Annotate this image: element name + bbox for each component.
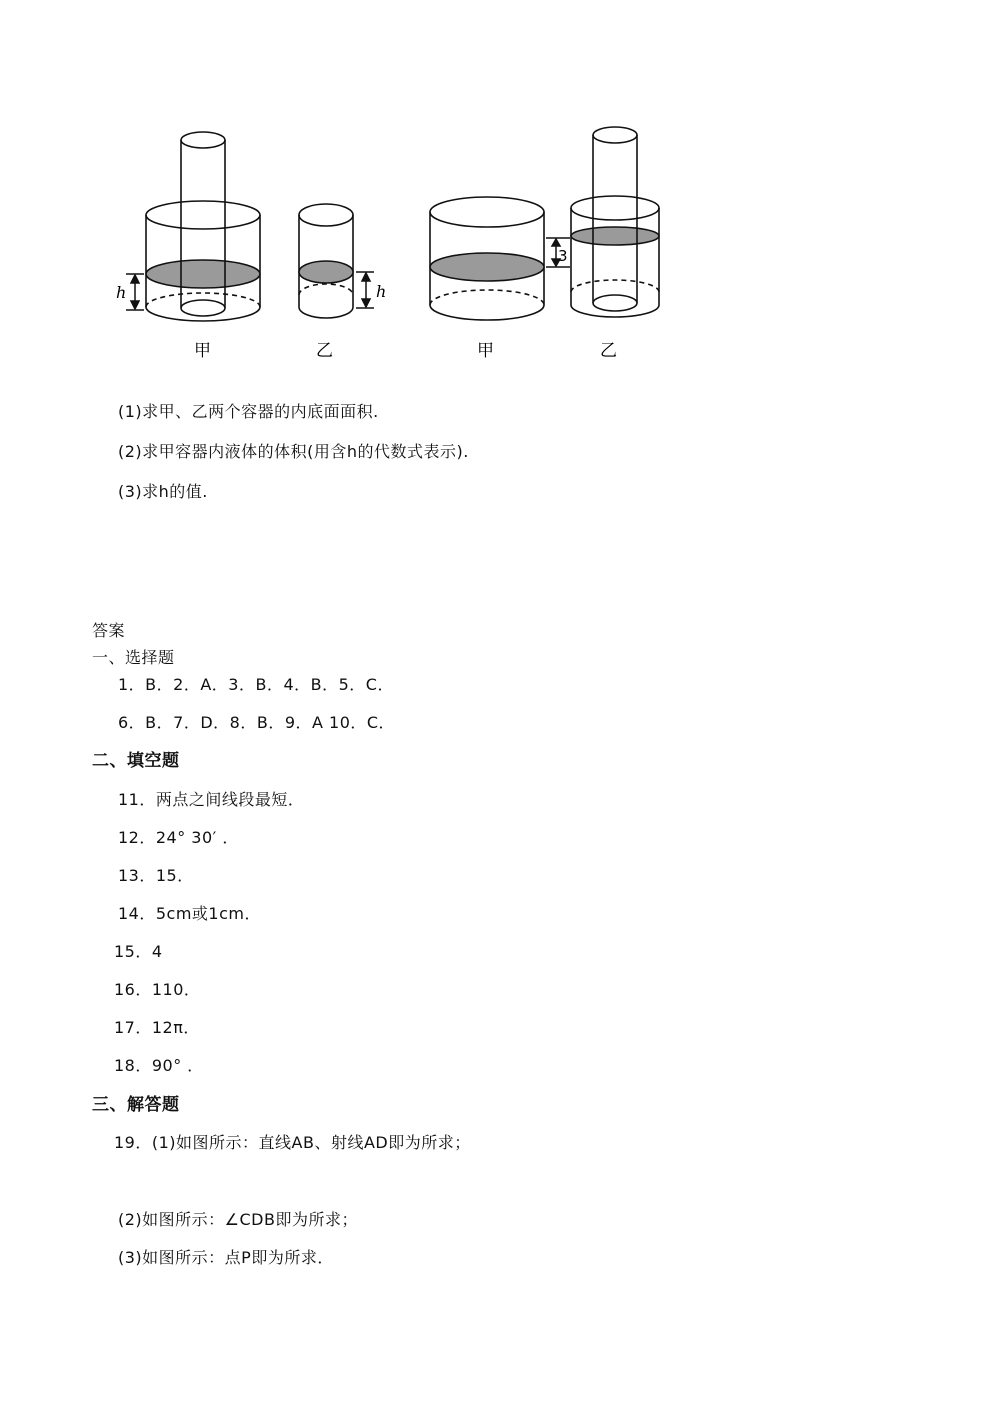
yi-h-label: h xyxy=(376,282,387,301)
section-choice: 一、选择题 xyxy=(92,648,175,667)
question-3: (3)求h的值. xyxy=(118,482,208,501)
left-h-label: h xyxy=(116,283,127,302)
fill-answer: 11．两点之间线段最短． xyxy=(118,790,305,809)
solution-line: (2)如图所示：∠CDB即为所求； xyxy=(118,1210,358,1229)
left-yi-container xyxy=(299,204,353,318)
choice-row-1: 1．B．2．A．3．B．4．B．5．C． xyxy=(118,675,394,694)
three-label: 3 xyxy=(558,247,568,265)
cylinder-figure xyxy=(100,120,680,370)
label-jia-right: 甲 xyxy=(477,341,494,361)
left-jia-container xyxy=(146,132,260,321)
cylinder-diagram xyxy=(100,120,680,370)
solution-line: (3)如图所示：点P即为所求． xyxy=(118,1248,334,1267)
label-yi-left: 乙 xyxy=(316,341,333,361)
label-jia-left: 甲 xyxy=(194,341,211,361)
question-2: (2)求甲容器内液体的体积(用含h的代数式表示). xyxy=(118,442,469,461)
fill-answer: 17．12π． xyxy=(114,1018,200,1037)
fill-answer: 13．15． xyxy=(118,866,194,885)
answers-title: 答案 xyxy=(92,621,126,640)
section-fill: 二、填空题 xyxy=(92,751,180,771)
fill-answer: 16．110． xyxy=(114,980,201,999)
fill-answer: 14．5cm或1cm． xyxy=(118,904,261,923)
right-jia-container xyxy=(430,197,544,320)
section-solve: 三、解答题 xyxy=(92,1095,180,1115)
fill-answer: 15．4 xyxy=(114,942,163,961)
label-yi-right: 乙 xyxy=(600,341,617,361)
left-h-dimension xyxy=(126,274,144,310)
solution-line: 19．(1)如图所示：直线AB、射线AD即为所求； xyxy=(114,1133,471,1152)
right-yi-container xyxy=(571,127,659,317)
choice-row-2: 6．B．7．D．8．B．9．A 10．C． xyxy=(118,713,396,732)
question-1: (1)求甲、乙两个容器的内底面面积. xyxy=(118,402,379,421)
fill-answer: 12．24° 30′ ． xyxy=(118,828,239,847)
fill-answer: 18．90° ． xyxy=(114,1056,204,1075)
yi-h-dimension xyxy=(356,272,374,308)
